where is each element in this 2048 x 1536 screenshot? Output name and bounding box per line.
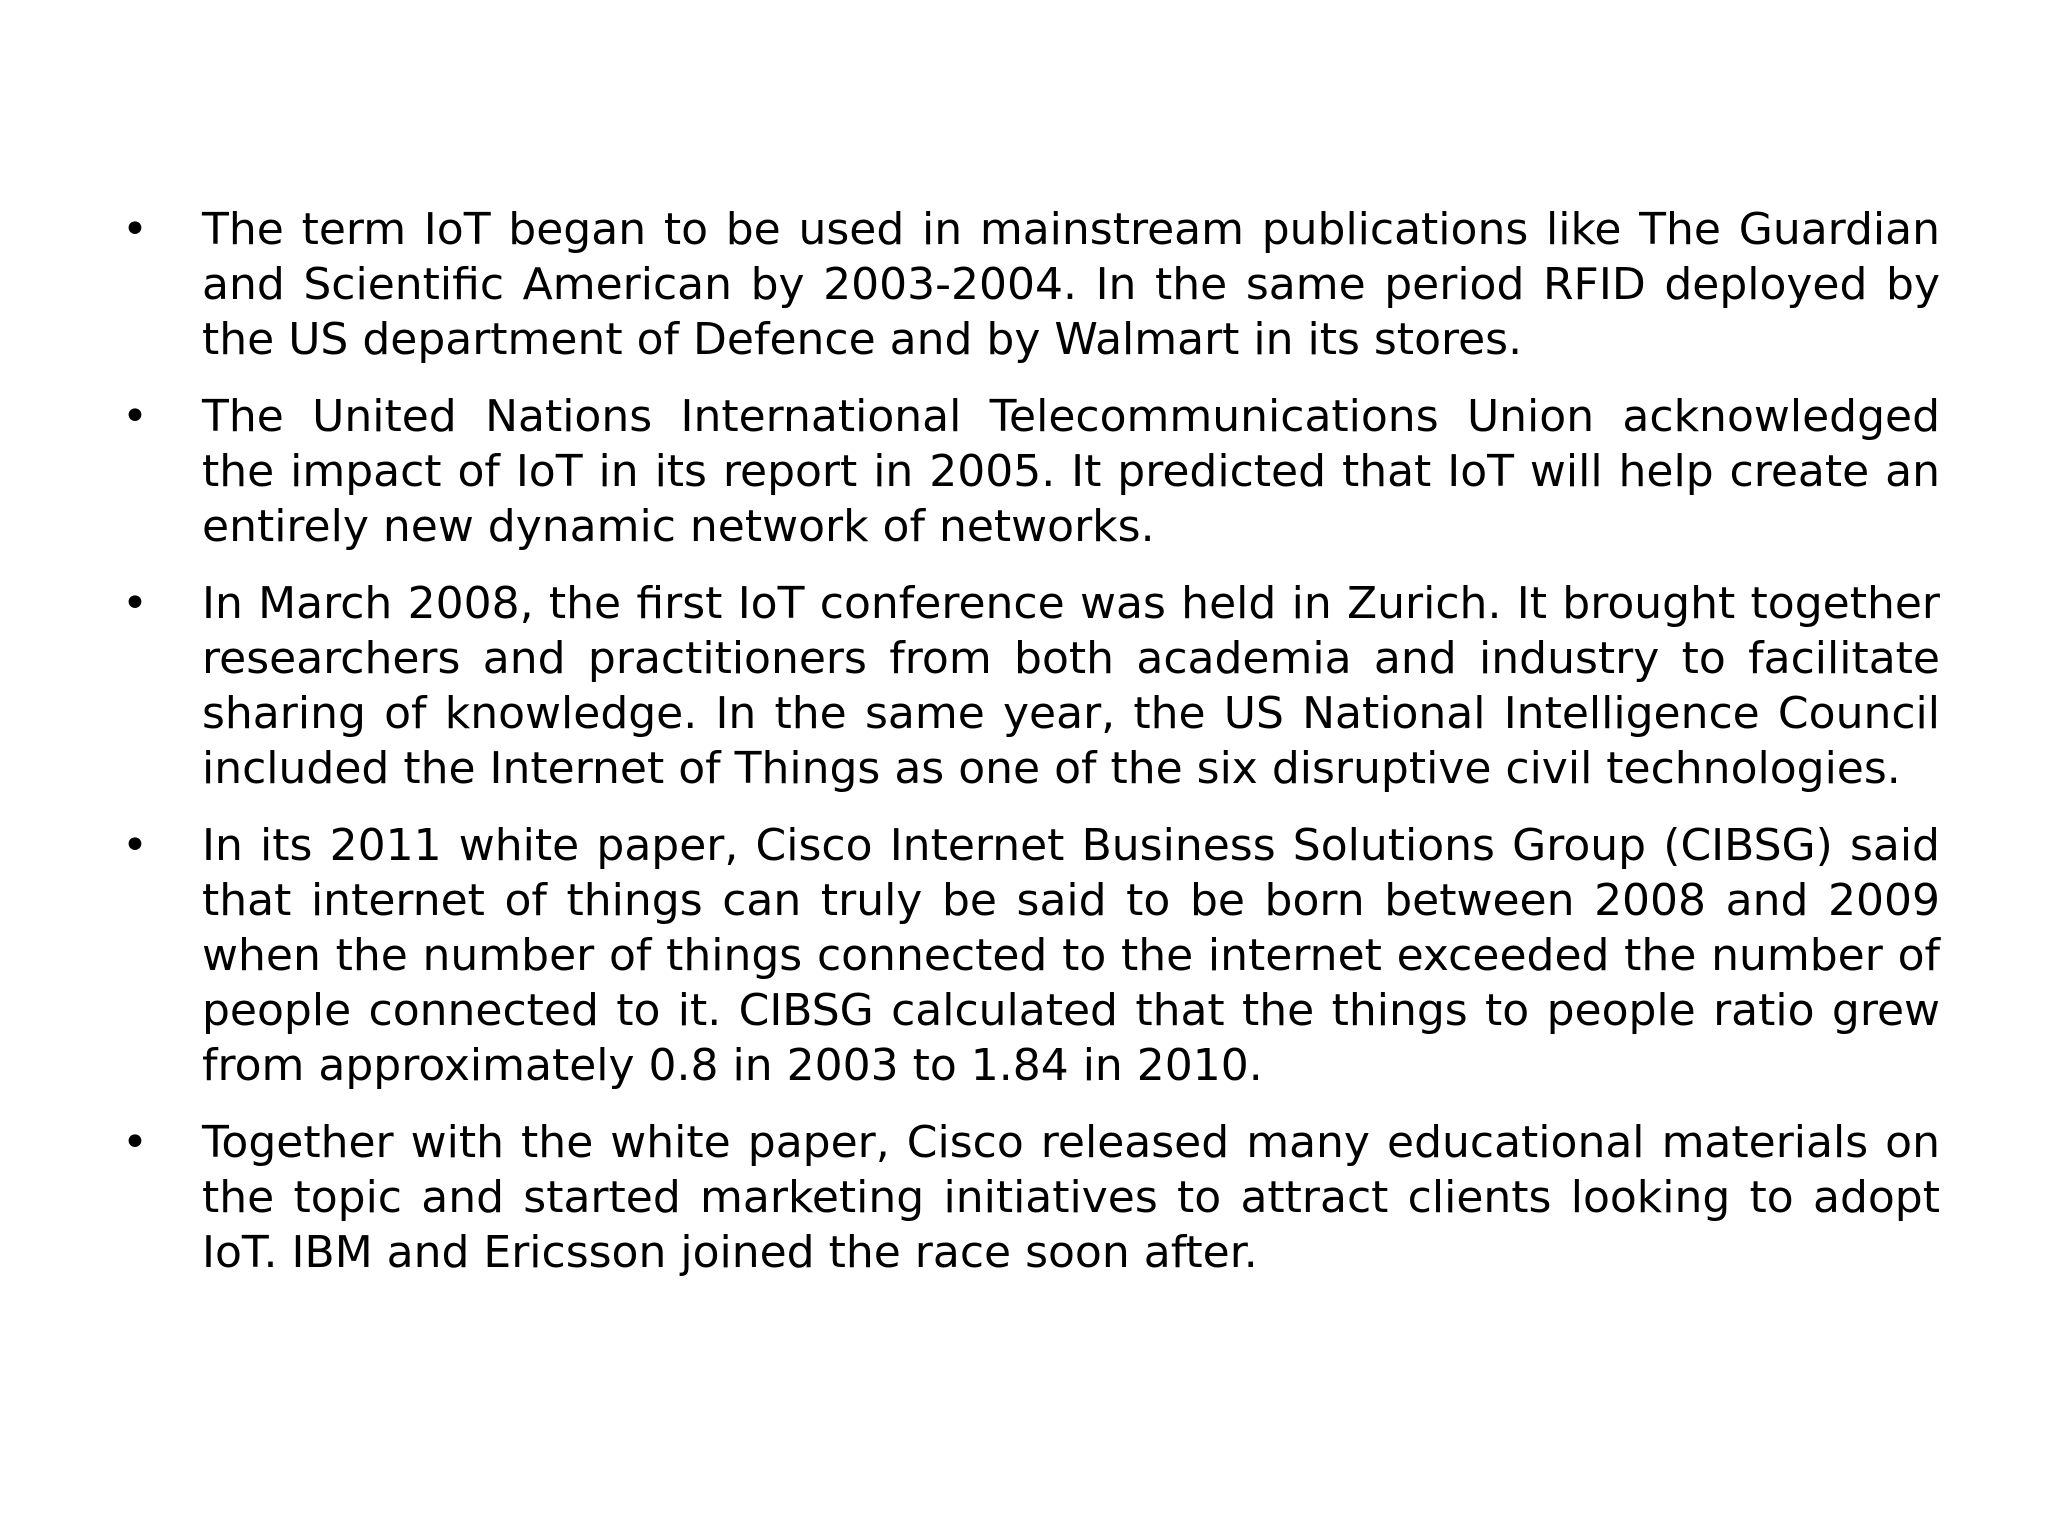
bullet-text: In its 2011 white paper, Cisco Internet Business Solutions Group (CIBSG) said that internet of things can truly be said to be born between 2008 and 2009 when the number of things connected to the internet exceeded the number of people connected to it. CIBSG calculated that the things to people ratio grew from approximately 0.8 in 2003 to 1.84 in 2010. (202, 820, 1940, 1091)
bullet-point-icon: • (122, 820, 148, 871)
bullet-item (110, 389, 1940, 554)
bullet-item (110, 576, 1940, 796)
bullet-item (110, 202, 1940, 367)
bullet-point-icon: • (122, 578, 148, 629)
bullet-item (110, 818, 1940, 1093)
bullet-text: Together with the white paper, Cisco released many educational materials on the topic and started marketing initiatives to attract clients looking to adopt IoT. IBM and Ericsson joined the race soon after. (202, 1117, 1940, 1278)
bullet-text: The term IoT began to be used in mainstream publications like The Guardian and Scientific American by 2003-2004. In the same period RFID deployed by the US department of Defence and by Walmart in its stores. (202, 204, 1940, 365)
bullet-point-icon: • (122, 1117, 148, 1168)
bullet-list (110, 202, 1940, 1302)
bullet-item (110, 1115, 1940, 1280)
bullet-text: The United Nations International Telecommunications Union acknowledged the impact of IoT in its report in 2005. It predicted that IoT will help create an entirely new dynamic network of networks. (202, 391, 1940, 552)
bullet-text: In March 2008, the first IoT conference was held in Zurich. It brought together researchers and practitioners from both academia and industry to facilitate sharing of knowledge. In the same year, the US National Intelligence Council included the Internet of Things as one of the six disruptive civil technologies. (202, 578, 1940, 794)
bullet-point-icon: • (122, 204, 148, 255)
bullet-point-icon: • (122, 391, 148, 442)
